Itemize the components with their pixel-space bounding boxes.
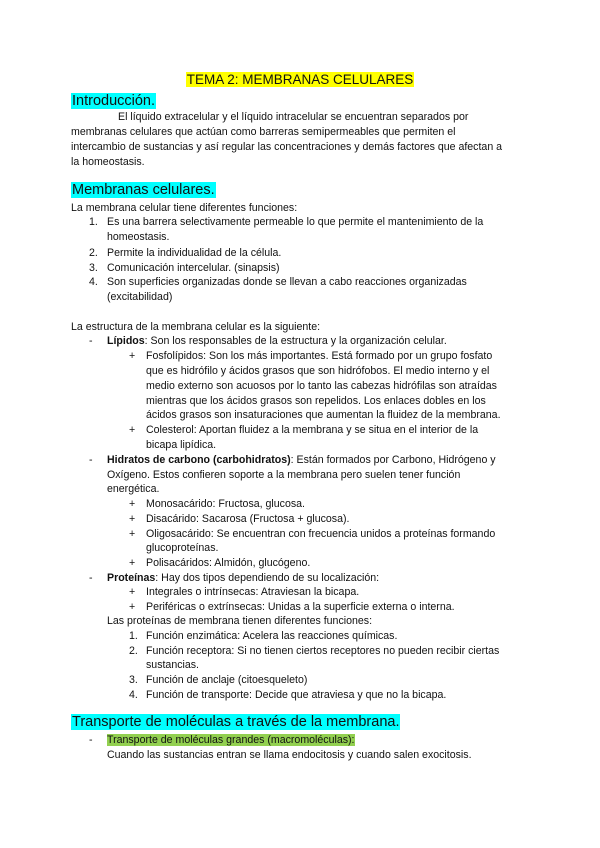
perifericas-line: Periféricas o extrínsecas: Unidas a la superficie externa o interna. bbox=[146, 601, 455, 613]
plus-bullet: + bbox=[129, 528, 136, 540]
function-number: 3. bbox=[129, 674, 138, 686]
function-line: Permite la individualidad de la célula. bbox=[107, 247, 282, 259]
lipidos-item bbox=[107, 334, 447, 349]
dash-bullet: - bbox=[89, 734, 93, 746]
function-number: 3. bbox=[89, 262, 98, 274]
function-number: 2. bbox=[89, 247, 98, 259]
oligosacarido-line: glucoproteínas. bbox=[146, 542, 219, 554]
heading-membranas-celulares: Membranas celulares. bbox=[72, 182, 215, 198]
function-number: 1. bbox=[89, 216, 98, 228]
plus-bullet: + bbox=[129, 498, 136, 510]
proteinas-term: Proteínas bbox=[107, 572, 156, 584]
disacarido-line: Disacárido: Sacarosa (Fructosa + glucosa). bbox=[146, 513, 350, 525]
plus-bullet: + bbox=[129, 513, 136, 525]
heading-transporte: Transporte de moléculas a través de la membrana. bbox=[72, 714, 400, 730]
protein-function-line: Función de transporte: Decide que atraviesa y que no la bicapa. bbox=[146, 689, 447, 701]
intro-line-2: membranas celulares que actúan como barreras semipermeables que permiten el bbox=[71, 126, 456, 138]
proteinas-item bbox=[107, 571, 379, 586]
protein-function-line: sustancias. bbox=[146, 659, 199, 671]
hidratos-line: Oxígeno. Estos confieren soporte a la membrana pero suelen tener función bbox=[107, 469, 461, 481]
transporte-line: Cuando las sustancias entran se llama endocitosis y cuando salen exocitosis. bbox=[107, 749, 472, 761]
transporte-highlight: Transporte de moléculas grandes (macromoléculas): bbox=[107, 734, 355, 746]
protein-function-line: Función receptora: Si no tienen ciertos receptores no pueden recibir ciertas bbox=[146, 645, 500, 657]
document-title: TEMA 2: MEMBRANAS CELULARES bbox=[186, 72, 414, 87]
hidratos-line: energética. bbox=[107, 483, 160, 495]
integrales-line: Integrales o intrínsecas: Atraviesan la bicapa. bbox=[146, 586, 360, 598]
hidratos-item bbox=[107, 453, 496, 468]
fosfolipidos-line: mientras que los ácidos grasos son repelidos. Los enlaces dobles en los bbox=[146, 395, 486, 407]
intro-line-1: El líquido extracelular y el líquido intracelular se encuentran separados por bbox=[118, 111, 469, 123]
protein-function-line: Función de anclaje (citoesqueleto) bbox=[146, 674, 308, 686]
function-line: Comunicación intercelular. (sinapsis) bbox=[107, 262, 280, 274]
proteinas-functions-lead: Las proteínas de membrana tienen diferentes funciones: bbox=[107, 615, 373, 627]
heading-introduccion: Introducción. bbox=[72, 93, 156, 109]
function-number: 1. bbox=[129, 630, 138, 642]
function-number: 4. bbox=[89, 276, 98, 288]
protein-function-line: Función enzimática: Acelera las reacciones químicas. bbox=[146, 630, 398, 642]
fosfolipidos-line: ácidos grasos son insaturaciones que aumentan la fluidez de la membrana. bbox=[146, 409, 501, 421]
intro-line-4: la homeostasis. bbox=[71, 156, 145, 168]
plus-bullet: + bbox=[129, 586, 136, 598]
polisacaridos-line: Polisacáridos: Almidón, glucógeno. bbox=[146, 557, 311, 569]
oligosacarido-line: Oligosacárido: Se encuentran con frecuencia unidos a proteínas formando bbox=[146, 528, 496, 540]
function-line: (excitabilidad) bbox=[107, 291, 173, 303]
dash-bullet: - bbox=[89, 454, 93, 466]
colesterol-line: bicapa lipídica. bbox=[146, 439, 217, 451]
plus-bullet: + bbox=[129, 350, 136, 362]
transporte-item bbox=[107, 733, 355, 748]
monosacarido-line: Monosacárido: Fructosa, glucosa. bbox=[146, 498, 305, 510]
proteinas-text: : Hay dos tipos dependiendo de su localización: bbox=[155, 572, 380, 584]
plus-bullet: + bbox=[129, 424, 136, 436]
function-line: homeostasis. bbox=[107, 231, 170, 243]
function-line: Son superficies organizadas donde se llevan a cabo reacciones organizadas bbox=[107, 276, 467, 288]
fosfolipidos-line: Fosfolípidos: Son los más importantes. Está formado por un grupo fosfato bbox=[146, 350, 493, 362]
fosfolipidos-line: que es hidrófilo y ácidos grasos que son hidrófobos. El medio interno y el bbox=[146, 365, 490, 377]
dash-bullet: - bbox=[89, 335, 93, 347]
plus-bullet: + bbox=[129, 601, 136, 613]
hidratos-term: Hidratos de carbono (carbohidratos) bbox=[107, 454, 291, 466]
intro-line-3: intercambio de sustancias y así regular las concentraciones y demás factores que afectan a bbox=[71, 141, 503, 153]
colesterol-line: Colesterol: Aportan fluidez a la membrana y se situa en el interior de la bbox=[146, 424, 479, 436]
lipidos-text: : Son los responsables de la estructura y la organización celular. bbox=[144, 335, 447, 347]
function-number: 2. bbox=[129, 645, 138, 657]
lipidos-term: Lípidos bbox=[107, 335, 145, 347]
membranas-lead: La membrana celular tiene diferentes funciones: bbox=[71, 202, 298, 214]
function-number: 4. bbox=[129, 689, 138, 701]
function-line: Es una barrera selectivamente permeable lo que permite el mantenimiento de la bbox=[107, 216, 484, 228]
structure-lead: La estructura de la membrana celular es la siguiente: bbox=[71, 321, 321, 333]
plus-bullet: + bbox=[129, 557, 136, 569]
fosfolipidos-line: medio externo son acuosos por lo tanto las cabezas hidrófilas son atraídas bbox=[146, 380, 497, 392]
hidratos-text: : Están formados por Carbono, Hidrógeno y bbox=[290, 454, 496, 466]
dash-bullet: - bbox=[89, 572, 93, 584]
